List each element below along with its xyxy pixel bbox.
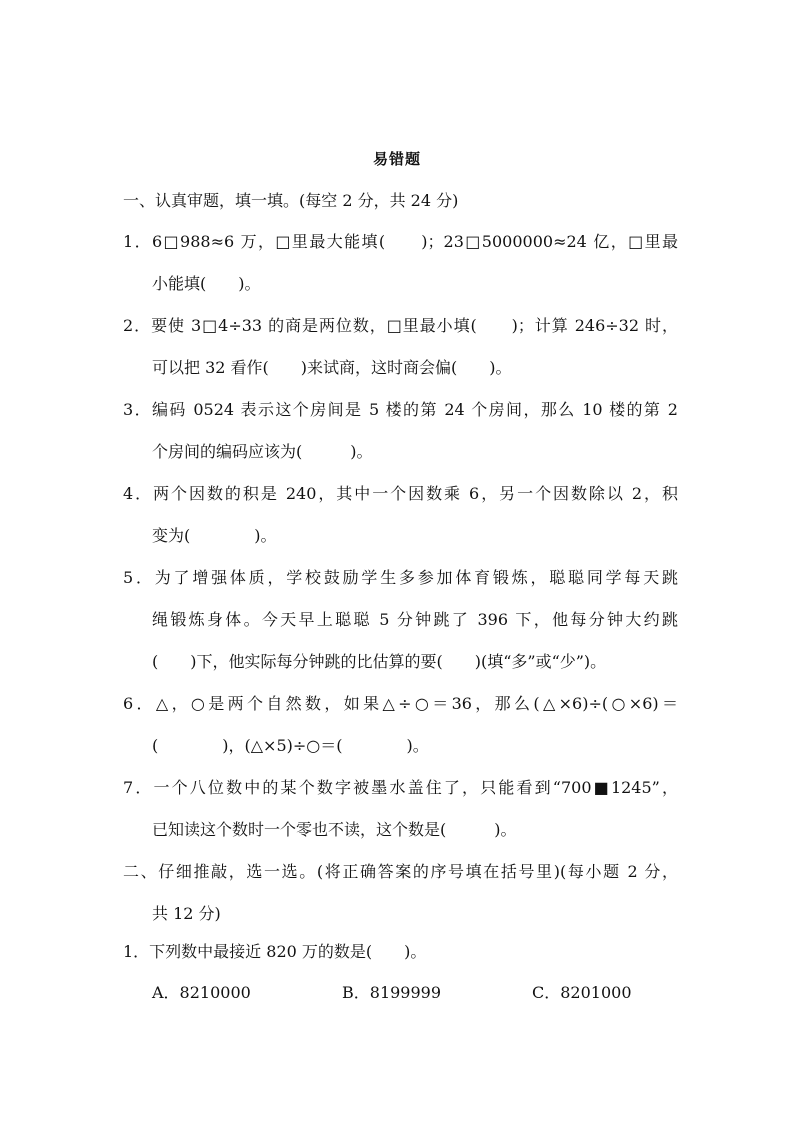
question-1-line-1: 1．6□988≈6 万，□里最大能填( )；23□5000000≈24 亿，□里最 (123, 232, 678, 251)
question-3-line-1: 3．编码 0524 表示这个房间是 5 楼的第 24 个房间，那么 10 楼的第 2 (123, 400, 678, 419)
choice-question-1: 1．下列数中最接近 820 万的数是( )。 (123, 942, 427, 961)
question-1-line-2: 小能填( )。 (152, 274, 261, 293)
section2-heading-line-2: 共 12 分) (152, 904, 221, 923)
question-5-line-1: 5．为了增强体质，学校鼓励学生多参加体育锻炼，聪聪同学每天跳 (123, 568, 678, 587)
option-b: B．8199999 (342, 983, 442, 1002)
question-6-line-1: 6．△，○是两个自然数，如果△÷○＝36，那么(△×6)÷(○×6)＝ (123, 694, 678, 713)
question-3-line-2: 个房间的编码应该为( )。 (152, 442, 373, 461)
option-c: C．8201000 (532, 983, 632, 1002)
question-4-line-1: 4．两个因数的积是 240，其中一个因数乘 6，另一个因数除以 2，积 (123, 484, 678, 503)
section2-heading-line-1: 二、仔细推敲，选一选。(将正确答案的序号填在括号里)(每小题 2 分， (123, 862, 678, 881)
question-7-line-1: 7．一个八位数中的某个数字被墨水盖住了，只能看到“700■1245”， (123, 778, 678, 797)
question-5-line-3: ( )下，他实际每分钟跳的比估算的要( )(填“多”或“少”)。 (152, 652, 607, 671)
choice-options (152, 980, 682, 1004)
question-6-line-2: ( )，(△×5)÷○＝( )。 (152, 736, 429, 755)
question-4-line-2: 变为( )。 (152, 526, 277, 545)
section1-heading: 一、认真审题，填一填。(每空 2 分，共 24 分) (123, 191, 459, 210)
question-7-line-2: 已知读这个数时一个零也不读，这个数是( )。 (152, 820, 517, 839)
page-title: 易错题 (372, 150, 421, 168)
question-5-line-2: 绳锻炼身体。今天早上聪聪 5 分钟跳了 396 下，他每分钟大约跳 (152, 610, 678, 629)
question-2-line-2: 可以把 32 看作( )来试商，这时商会偏( )。 (152, 358, 512, 377)
question-2-line-1: 2．要使 3□4÷33 的商是两位数，□里最小填( )；计算 246÷32 时， (123, 316, 678, 335)
option-a: A．8210000 (152, 983, 251, 1002)
